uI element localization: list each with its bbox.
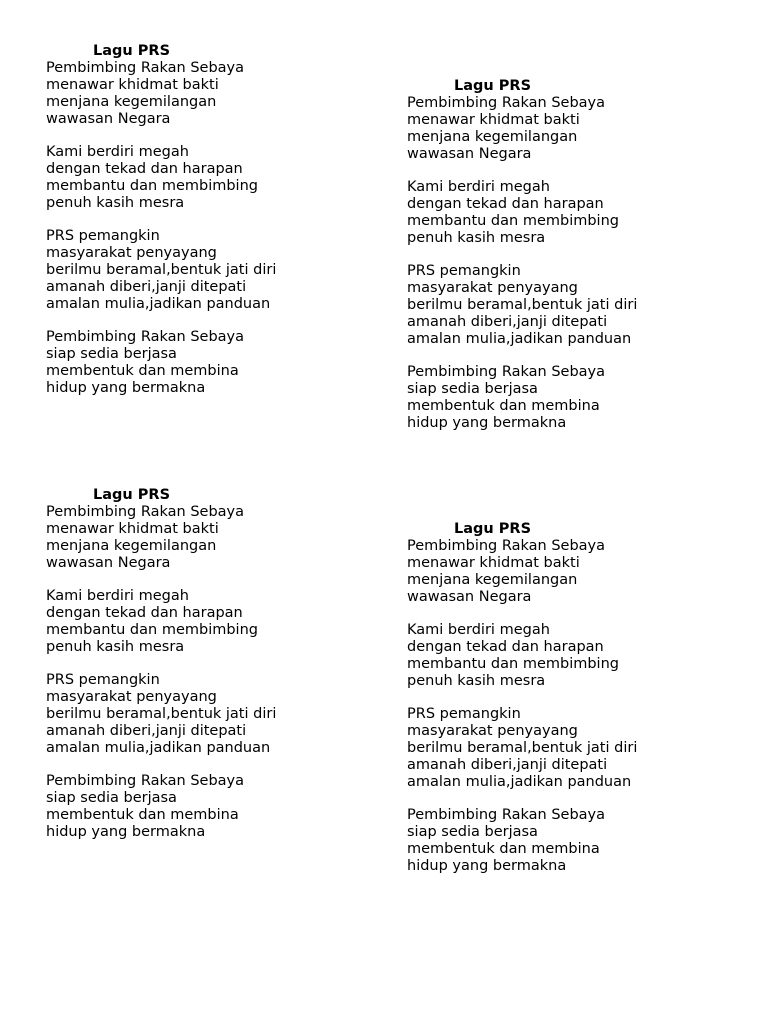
lyric-line: Kami berdiri megah (407, 179, 550, 195)
lyric-line: Kami berdiri megah (407, 622, 550, 638)
lyric-line: menjana kegemilangan (46, 538, 217, 554)
lyric-line: Pembimbing Rakan Sebaya (407, 538, 606, 554)
lyric-block-top-left (46, 43, 386, 397)
lyric-line: penuh kasih mesra (46, 639, 185, 655)
stanza (46, 672, 386, 757)
lyric-line: dengan tekad dan harapan (46, 161, 243, 177)
lyric-line: masyarakat penyayang (46, 689, 217, 705)
stanza (407, 95, 747, 163)
lyric-line: berilmu beramal,bentuk jati diri (46, 706, 277, 722)
lyric-line: Pembimbing Rakan Sebaya (46, 773, 245, 789)
lyric-line: membantu dan membimbing (407, 213, 619, 229)
lyric-line: masyarakat penyayang (407, 723, 578, 739)
lyric-line: dengan tekad dan harapan (407, 639, 604, 655)
lyric-block-top-right (407, 78, 747, 432)
lyric-line: siap sedia berjasa (46, 790, 177, 806)
stanza (46, 144, 386, 212)
lyric-line: amanah diberi,janji ditepati (407, 757, 608, 773)
lyric-line: PRS pemangkin (46, 672, 160, 688)
lyric-line: amanah diberi,janji ditepati (46, 723, 247, 739)
lyric-line: dengan tekad dan harapan (407, 196, 604, 212)
lyric-block-bottom-left (46, 487, 386, 841)
stanza (46, 228, 386, 313)
lyric-line: membentuk dan membina (46, 807, 239, 823)
lyric-line: dengan tekad dan harapan (46, 605, 243, 621)
stanza (407, 706, 747, 791)
lyric-line: berilmu beramal,bentuk jati diri (407, 740, 638, 756)
lyric-line: penuh kasih mesra (407, 673, 546, 689)
lyric-line: menjana kegemilangan (46, 94, 217, 110)
lyric-line: hidup yang bermakna (407, 858, 567, 874)
lyric-line: siap sedia berjasa (407, 824, 538, 840)
stanza (407, 538, 747, 606)
lyric-line: menawar khidmat bakti (407, 555, 580, 571)
stanza (407, 263, 747, 348)
lyric-line: amanah diberi,janji ditepati (407, 314, 608, 330)
lyric-line: menawar khidmat bakti (46, 77, 219, 93)
song-title: Lagu PRS (454, 78, 532, 94)
lyric-line: menawar khidmat bakti (407, 112, 580, 128)
stanza (407, 622, 747, 690)
lyric-line: hidup yang bermakna (46, 380, 206, 396)
lyric-line: wawasan Negara (407, 146, 532, 162)
lyric-line: hidup yang bermakna (46, 824, 206, 840)
stanza (46, 60, 386, 128)
lyric-line: menjana kegemilangan (407, 572, 578, 588)
stanza (46, 504, 386, 572)
lyric-line: PRS pemangkin (46, 228, 160, 244)
lyric-line: hidup yang bermakna (407, 415, 567, 431)
lyric-line: Pembimbing Rakan Sebaya (46, 504, 245, 520)
lyric-line: Kami berdiri megah (46, 144, 189, 160)
lyric-line: Kami berdiri megah (46, 588, 189, 604)
lyric-line: penuh kasih mesra (46, 195, 185, 211)
lyric-line: menjana kegemilangan (407, 129, 578, 145)
stanza (407, 179, 747, 247)
lyric-line: Pembimbing Rakan Sebaya (407, 807, 606, 823)
lyric-line: amanah diberi,janji ditepati (46, 279, 247, 295)
stanza (407, 807, 747, 875)
lyric-line: membentuk dan membina (407, 841, 600, 857)
lyric-line: penuh kasih mesra (407, 230, 546, 246)
lyric-line: wawasan Negara (46, 555, 171, 571)
lyric-line: amalan mulia,jadikan panduan (46, 296, 271, 312)
lyric-line: Pembimbing Rakan Sebaya (46, 329, 245, 345)
lyric-line: amalan mulia,jadikan panduan (407, 331, 632, 347)
lyric-line: membantu dan membimbing (46, 178, 258, 194)
lyric-line: Pembimbing Rakan Sebaya (407, 95, 606, 111)
lyric-line: masyarakat penyayang (407, 280, 578, 296)
lyric-line: membantu dan membimbing (46, 622, 258, 638)
lyric-block-bottom-right (407, 521, 747, 875)
song-title: Lagu PRS (93, 487, 171, 503)
lyric-line: PRS pemangkin (407, 706, 521, 722)
lyric-line: PRS pemangkin (407, 263, 521, 279)
lyric-line: wawasan Negara (407, 589, 532, 605)
lyric-line: wawasan Negara (46, 111, 171, 127)
lyric-line: amalan mulia,jadikan panduan (407, 774, 632, 790)
lyric-line: berilmu beramal,bentuk jati diri (46, 262, 277, 278)
stanza (407, 364, 747, 432)
lyric-line: berilmu beramal,bentuk jati diri (407, 297, 638, 313)
lyric-line: siap sedia berjasa (407, 381, 538, 397)
lyric-line: membentuk dan membina (46, 363, 239, 379)
lyric-line: membantu dan membimbing (407, 656, 619, 672)
stanza (46, 329, 386, 397)
song-title: Lagu PRS (93, 43, 171, 59)
lyric-line: membentuk dan membina (407, 398, 600, 414)
stanza (46, 588, 386, 656)
stanza (46, 773, 386, 841)
lyric-line: siap sedia berjasa (46, 346, 177, 362)
lyric-line: amalan mulia,jadikan panduan (46, 740, 271, 756)
lyric-line: Pembimbing Rakan Sebaya (407, 364, 606, 380)
song-title: Lagu PRS (454, 521, 532, 537)
lyric-line: masyarakat penyayang (46, 245, 217, 261)
lyric-line: Pembimbing Rakan Sebaya (46, 60, 245, 76)
lyric-line: menawar khidmat bakti (46, 521, 219, 537)
